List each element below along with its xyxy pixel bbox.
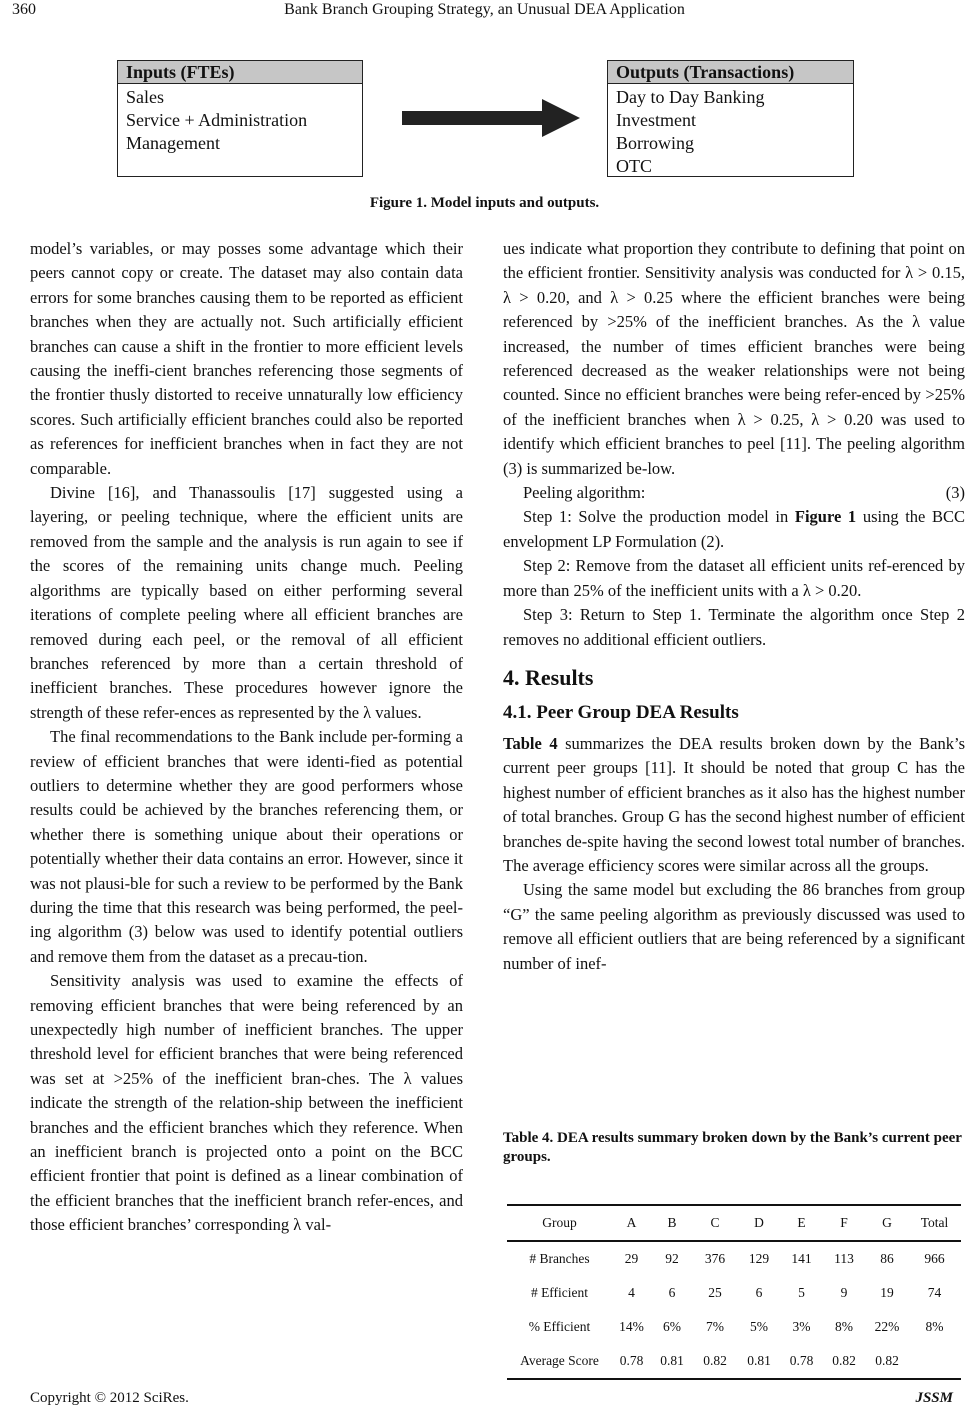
figure-reference-link[interactable]: Figure 1 [794, 507, 857, 527]
table-cell: # Branches [529, 1251, 590, 1266]
step-text: using the BCC envelopment LP Formulation (2). [503, 507, 965, 551]
table-cell: 0.78 [789, 1353, 814, 1368]
paragraph: The final recommendations to the Bank include per-forming a review of efficient branches that were identi-fied as potential outliers to determine whether they are good performers whose results could be achieved by the branches referencing them, or whether there is something unique about their operations or potentially whether their data contains an error. However, since it was not plausi-ble for such a review to be performed by the Bank during the time that this research was being performed, the peel-ing algorithm (3) below was used to identify potential outliers and remove them from the dataset as a precau-tion. [30, 727, 463, 966]
paragraph [503, 732, 965, 878]
table-cell: 6 [755, 1285, 763, 1300]
table-4 [507, 1204, 961, 1380]
journal-name: JSSM [915, 1390, 953, 1406]
column-header: F [840, 1215, 848, 1230]
paragraph: model’s variables, or may posses some advantage which their peers cannot copy or create. The dataset may also contain data errors for some branches causing them to be reported as efficient branches when they are actually not. Such artificially efficient branches can cause a shift in the frontier to more efficient levels causing the ineffi-cient branches referencing those segments of the frontier thusly distorted to receive unnaturally low efficiency scores. Such artificially efficient branches could also be reported as references for inefficient branches when in fact they are not comparable. [30, 239, 463, 478]
output-item: Day to Day Banking [616, 87, 765, 107]
inputs-list [118, 84, 362, 155]
table-cell: 0.78 [619, 1353, 644, 1368]
arrow-right-icon [400, 97, 582, 141]
column-header: D [754, 1215, 764, 1230]
page-number: 360 [12, 1, 36, 18]
paragraph-text: summarizes the DEA results broken down by the Bank’s current peer groups [11]. It should be noted that group C has the highest number of efficient branches as it also has the highest number of total branches. Group G has the second highest number of efficient branches de-spite having the second lowest total number of branches. The average efficiency scores were similar across all the groups. [503, 733, 966, 875]
output-item: Borrowing [616, 133, 694, 153]
algorithm-label: Peeling algorithm: [523, 483, 646, 503]
table-cell: 25 [708, 1285, 722, 1300]
table-cell: 6 [668, 1285, 676, 1300]
table-cell: 7% [706, 1319, 724, 1334]
table-cell: 141 [791, 1251, 812, 1266]
column-header: E [797, 1215, 806, 1230]
table-cell: 29 [624, 1251, 639, 1266]
table-cell: 92 [665, 1251, 679, 1266]
table-cell: 966 [924, 1251, 945, 1266]
table-reference-link[interactable]: Table 4 [503, 733, 558, 753]
outputs-box [607, 60, 854, 177]
input-item: Sales [126, 87, 164, 107]
table-caption: Table 4. DEA results summary broken down by the Bank’s current peer groups. [503, 1130, 962, 1165]
table-cell: 4 [628, 1285, 635, 1300]
paragraph: ues indicate what proportion they contribute to defining that point on the efficient frontier. Sensitivity analysis was conducted for λ > 0.15, λ > 0.20, and λ > 0.25 where the efficient branches were being referenced by >25% of the inefficient branches. As the λ value increased, the number of times efficient branches were being referenced decreased as the weaker relationships were not being counted. Since no efficient branches were being refer-enced by >25% of the inefficient branches when λ > 0.25, λ > 0.20 was used to identify which efficient branches to peel [11]. The peeling algorithm (3) is summarized be-low. [503, 239, 965, 478]
table-cell: 14% [619, 1319, 644, 1334]
equation-number: (3) [945, 483, 965, 503]
algorithm-label-line [503, 481, 965, 505]
table-cell: 3% [792, 1319, 811, 1334]
input-item: Management [126, 133, 220, 153]
inputs-title: Inputs (FTEs) [118, 61, 362, 84]
table-cell: 0.82 [875, 1353, 899, 1368]
column-header: G [882, 1215, 892, 1230]
table-cell: 0.82 [703, 1353, 727, 1368]
column-header: C [710, 1215, 720, 1230]
table-cell: 9 [840, 1285, 848, 1300]
algorithm-step-1 [503, 505, 965, 554]
table-cell [908, 1344, 961, 1379]
copyright-notice: Copyright © 2012 SciRes. [30, 1390, 189, 1406]
table-row [507, 1276, 961, 1310]
table-cell: 19 [880, 1285, 894, 1300]
column-header: Total [920, 1215, 949, 1230]
table-row [507, 1310, 961, 1344]
table-cell: 6% [663, 1319, 681, 1334]
paragraph: Sensitivity analysis was used to examine the effects of removing efficient branches that were being referenced by an unexpectedly high number of inefficient branches. The upper threshold level for efficient branches that were being referenced was set at >25% of the inefficient bran-ches. The λ values indicate the strength of the relation-ship between the inefficient branches and the efficient branches which they reference. When an inefficient branch is projected onto a point on the BCC efficient frontier that point is defined as a linear combination of the efficient branches that the inefficient branch refer-ences, and those efficient branches’ corresponding λ val- [30, 971, 463, 1235]
step-text: Step 1: Solve the production model in [523, 507, 795, 527]
table-cell: 129 [748, 1251, 770, 1266]
table-cell: 8% [835, 1319, 853, 1334]
inputs-box [117, 60, 363, 177]
paragraph: Divine [16], and Thanassoulis [17] suggested using a layering, or peeling technique, where the efficient units are removed from the sample and the analysis is run again to see if the scores of the remaining units change much. Peeling algorithms are typically based on either performing several iterations of complete peeling where all efficient branches are removed during each peel, or the removal of all efficient branches referenced by more than a certain threshold of inefficient branches. These procedures however ignore the strength of these refer-ences as represented by the λ values. [30, 483, 463, 722]
table-cell: 113 [834, 1251, 854, 1266]
table-cell: 376 [704, 1251, 726, 1266]
input-item: Service + Administration [126, 110, 308, 130]
table-cell: 0.82 [832, 1353, 856, 1368]
table-row [507, 1344, 961, 1379]
subsection-heading: 4.1. Peer Group DEA Results [503, 701, 739, 723]
algorithm-step-3: Step 3: Return to Step 1. Terminate the algorithm once Step 2 removes no additional efficient outliers. [503, 605, 965, 649]
table-row [507, 1241, 961, 1276]
figure-caption: Figure 1. Model inputs and outputs. [369, 195, 600, 211]
table-cell: % Efficient [528, 1319, 591, 1334]
outputs-list [608, 84, 853, 178]
table-cell: 0.81 [660, 1353, 684, 1368]
running-title: Bank Branch Grouping Strategy, an Unusual DEA Application [284, 1, 685, 18]
table-cell: 86 [880, 1251, 894, 1266]
table-cell: 0.81 [747, 1353, 771, 1368]
table-cell: # Efficient [530, 1285, 589, 1300]
table-cell: 74 [927, 1285, 942, 1300]
column-header: B [667, 1215, 677, 1230]
table-cell: Average Score [520, 1353, 599, 1368]
table-cell: 5% [750, 1319, 768, 1334]
output-item: OTC [616, 156, 652, 176]
algorithm-step-2: Step 2: Remove from the dataset all efficient units ref-erenced by more than 25% of the inefficient units with a λ > 0.20. [503, 556, 965, 600]
section-heading: 4. Results [503, 664, 594, 690]
column-header: A [626, 1215, 637, 1230]
table-cell: 5 [798, 1285, 805, 1300]
output-item: Investment [616, 110, 696, 130]
right-column [503, 237, 965, 976]
table-cell: 8% [925, 1319, 944, 1334]
column-header: Group [542, 1215, 577, 1230]
paragraph: Using the same model but excluding the 86 branches from group “G” the same peeling algorithm as previously discussed was used to remove all efficient outliers that are being referenced by a significant number of inef- [503, 880, 965, 973]
outputs-title: Outputs (Transactions) [608, 61, 853, 84]
table-cell: 22% [874, 1319, 900, 1334]
left-column [30, 237, 463, 1238]
running-header [0, 0, 969, 22]
table-header-row [507, 1205, 961, 1241]
